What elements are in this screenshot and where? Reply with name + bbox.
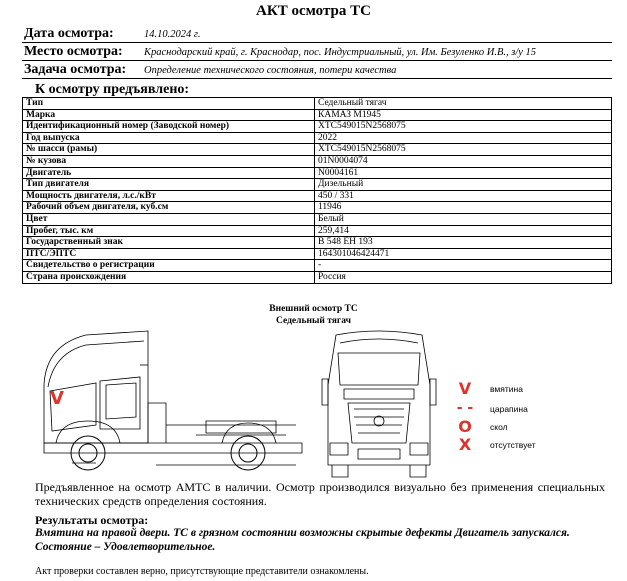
table-row xyxy=(23,237,612,249)
dent-icon: V xyxy=(458,379,472,398)
table-row xyxy=(23,132,612,144)
property-label: Тип xyxy=(23,98,315,110)
presented-title: К осмотру предъявлено: xyxy=(35,82,190,97)
property-value: Седельный тягач xyxy=(315,98,612,110)
legend-item xyxy=(448,434,588,454)
table-row xyxy=(23,260,612,272)
inspection-date-label: Дата осмотра: xyxy=(24,26,114,41)
truck-front-view-diagram xyxy=(318,325,440,483)
table-row xyxy=(23,248,612,260)
table-row xyxy=(23,144,612,156)
table-row xyxy=(23,109,612,121)
inspection-subtitle: Седельный тягач xyxy=(276,316,351,326)
property-label: ПТС/ЭПТС xyxy=(23,248,315,260)
property-value: 164301046424471 xyxy=(315,248,612,260)
missing-icon: X xyxy=(458,435,472,454)
results-title: Результаты осмотра: xyxy=(35,513,149,527)
results-text: Вмятина на правой двери. ТС в грязном состоянии возможны скрытые дефекты Двигатель запускался. Состояние – Удовлетворительное. xyxy=(35,527,570,553)
property-value: XTC549015N2568075 xyxy=(315,144,612,156)
property-value: 450 / 331 xyxy=(315,190,612,202)
table-row xyxy=(23,213,612,225)
vehicle-properties-table xyxy=(22,97,612,284)
inspection-task-row xyxy=(22,62,612,79)
property-value: - xyxy=(315,260,612,272)
inspection-place-value: Краснодарский край, г. Краснодар, пос. Индустриальный, ул. Им. Безуленко И.В., з/у 15 xyxy=(144,47,537,58)
property-value: 2022 xyxy=(315,132,612,144)
property-label: Свидетельство о регистрации xyxy=(23,260,315,272)
property-label: Рабочий объем двигателя, куб.см xyxy=(23,202,315,214)
chip-icon: O xyxy=(458,417,472,436)
inspection-place-label: Место осмотра: xyxy=(24,44,123,59)
table-row xyxy=(23,179,612,191)
table-row xyxy=(23,190,612,202)
property-value: В 548 ЕН 193 xyxy=(315,237,612,249)
legend-label: вмятина xyxy=(490,384,523,394)
property-value: Белый xyxy=(315,213,612,225)
table-row xyxy=(23,167,612,179)
inspection-task-value: Определение технического состояния, потери качества xyxy=(144,65,397,76)
property-label: Государственный знак xyxy=(23,237,315,249)
property-value: N0004161 xyxy=(315,167,612,179)
document-title: АКТ осмотра ТС xyxy=(256,3,371,19)
property-label: Цвет xyxy=(23,213,315,225)
property-label: Мощность двигателя, л.с./кВт xyxy=(23,190,315,202)
property-value: XTC549015N2568075 xyxy=(315,121,612,133)
property-value: Россия xyxy=(315,271,612,283)
property-value: 259,414 xyxy=(315,225,612,237)
property-label: Тип двигателя xyxy=(23,179,315,191)
scratch-icon: - - xyxy=(456,400,474,416)
inspection-task-label: Задача осмотра: xyxy=(24,62,127,77)
property-value: Дизельный xyxy=(315,179,612,191)
inspection-date-row xyxy=(22,26,612,43)
legend-item xyxy=(448,416,588,436)
legend-label: отсутствует xyxy=(490,440,536,450)
property-label: Страна происхождения xyxy=(23,271,315,283)
property-label: № шасси (рамы) xyxy=(23,144,315,156)
inspection-title: Внешний осмотр ТС xyxy=(269,304,358,314)
inspection-date-value: 14.10.2024 г. xyxy=(144,29,201,40)
property-label: № кузова xyxy=(23,155,315,167)
property-value: 01N0004074 xyxy=(315,155,612,167)
table-row xyxy=(23,202,612,214)
legend-item xyxy=(448,378,588,398)
legend-label: скол xyxy=(490,422,508,432)
table-row xyxy=(23,155,612,167)
property-label: Год выпуска xyxy=(23,132,315,144)
property-value: КАМАЗ М1945 xyxy=(315,109,612,121)
legend-item xyxy=(448,398,588,418)
legend-label: царапина xyxy=(490,404,528,414)
property-value: 11946 xyxy=(315,202,612,214)
table-row xyxy=(23,225,612,237)
property-label: Марка xyxy=(23,109,315,121)
table-row xyxy=(23,121,612,133)
inspection-place-row xyxy=(22,44,612,61)
footer-note: Акт проверки составлен верно, присутствующие представители ознакомлены. xyxy=(35,566,369,577)
property-label: Пробег, тыс. км xyxy=(23,225,315,237)
table-row xyxy=(23,271,612,283)
property-label: Идентификационный номер (Заводской номер) xyxy=(23,121,315,133)
table-row xyxy=(23,98,612,110)
damage-mark-dent: V xyxy=(50,388,64,409)
truck-side-view-diagram xyxy=(36,325,308,483)
inspection-statement: Предъявленное на осмотр АМТС в наличии. Осмотр производился визуально без применения специальных технических средств определения состояния. xyxy=(35,480,605,508)
property-label: Двигатель xyxy=(23,167,315,179)
